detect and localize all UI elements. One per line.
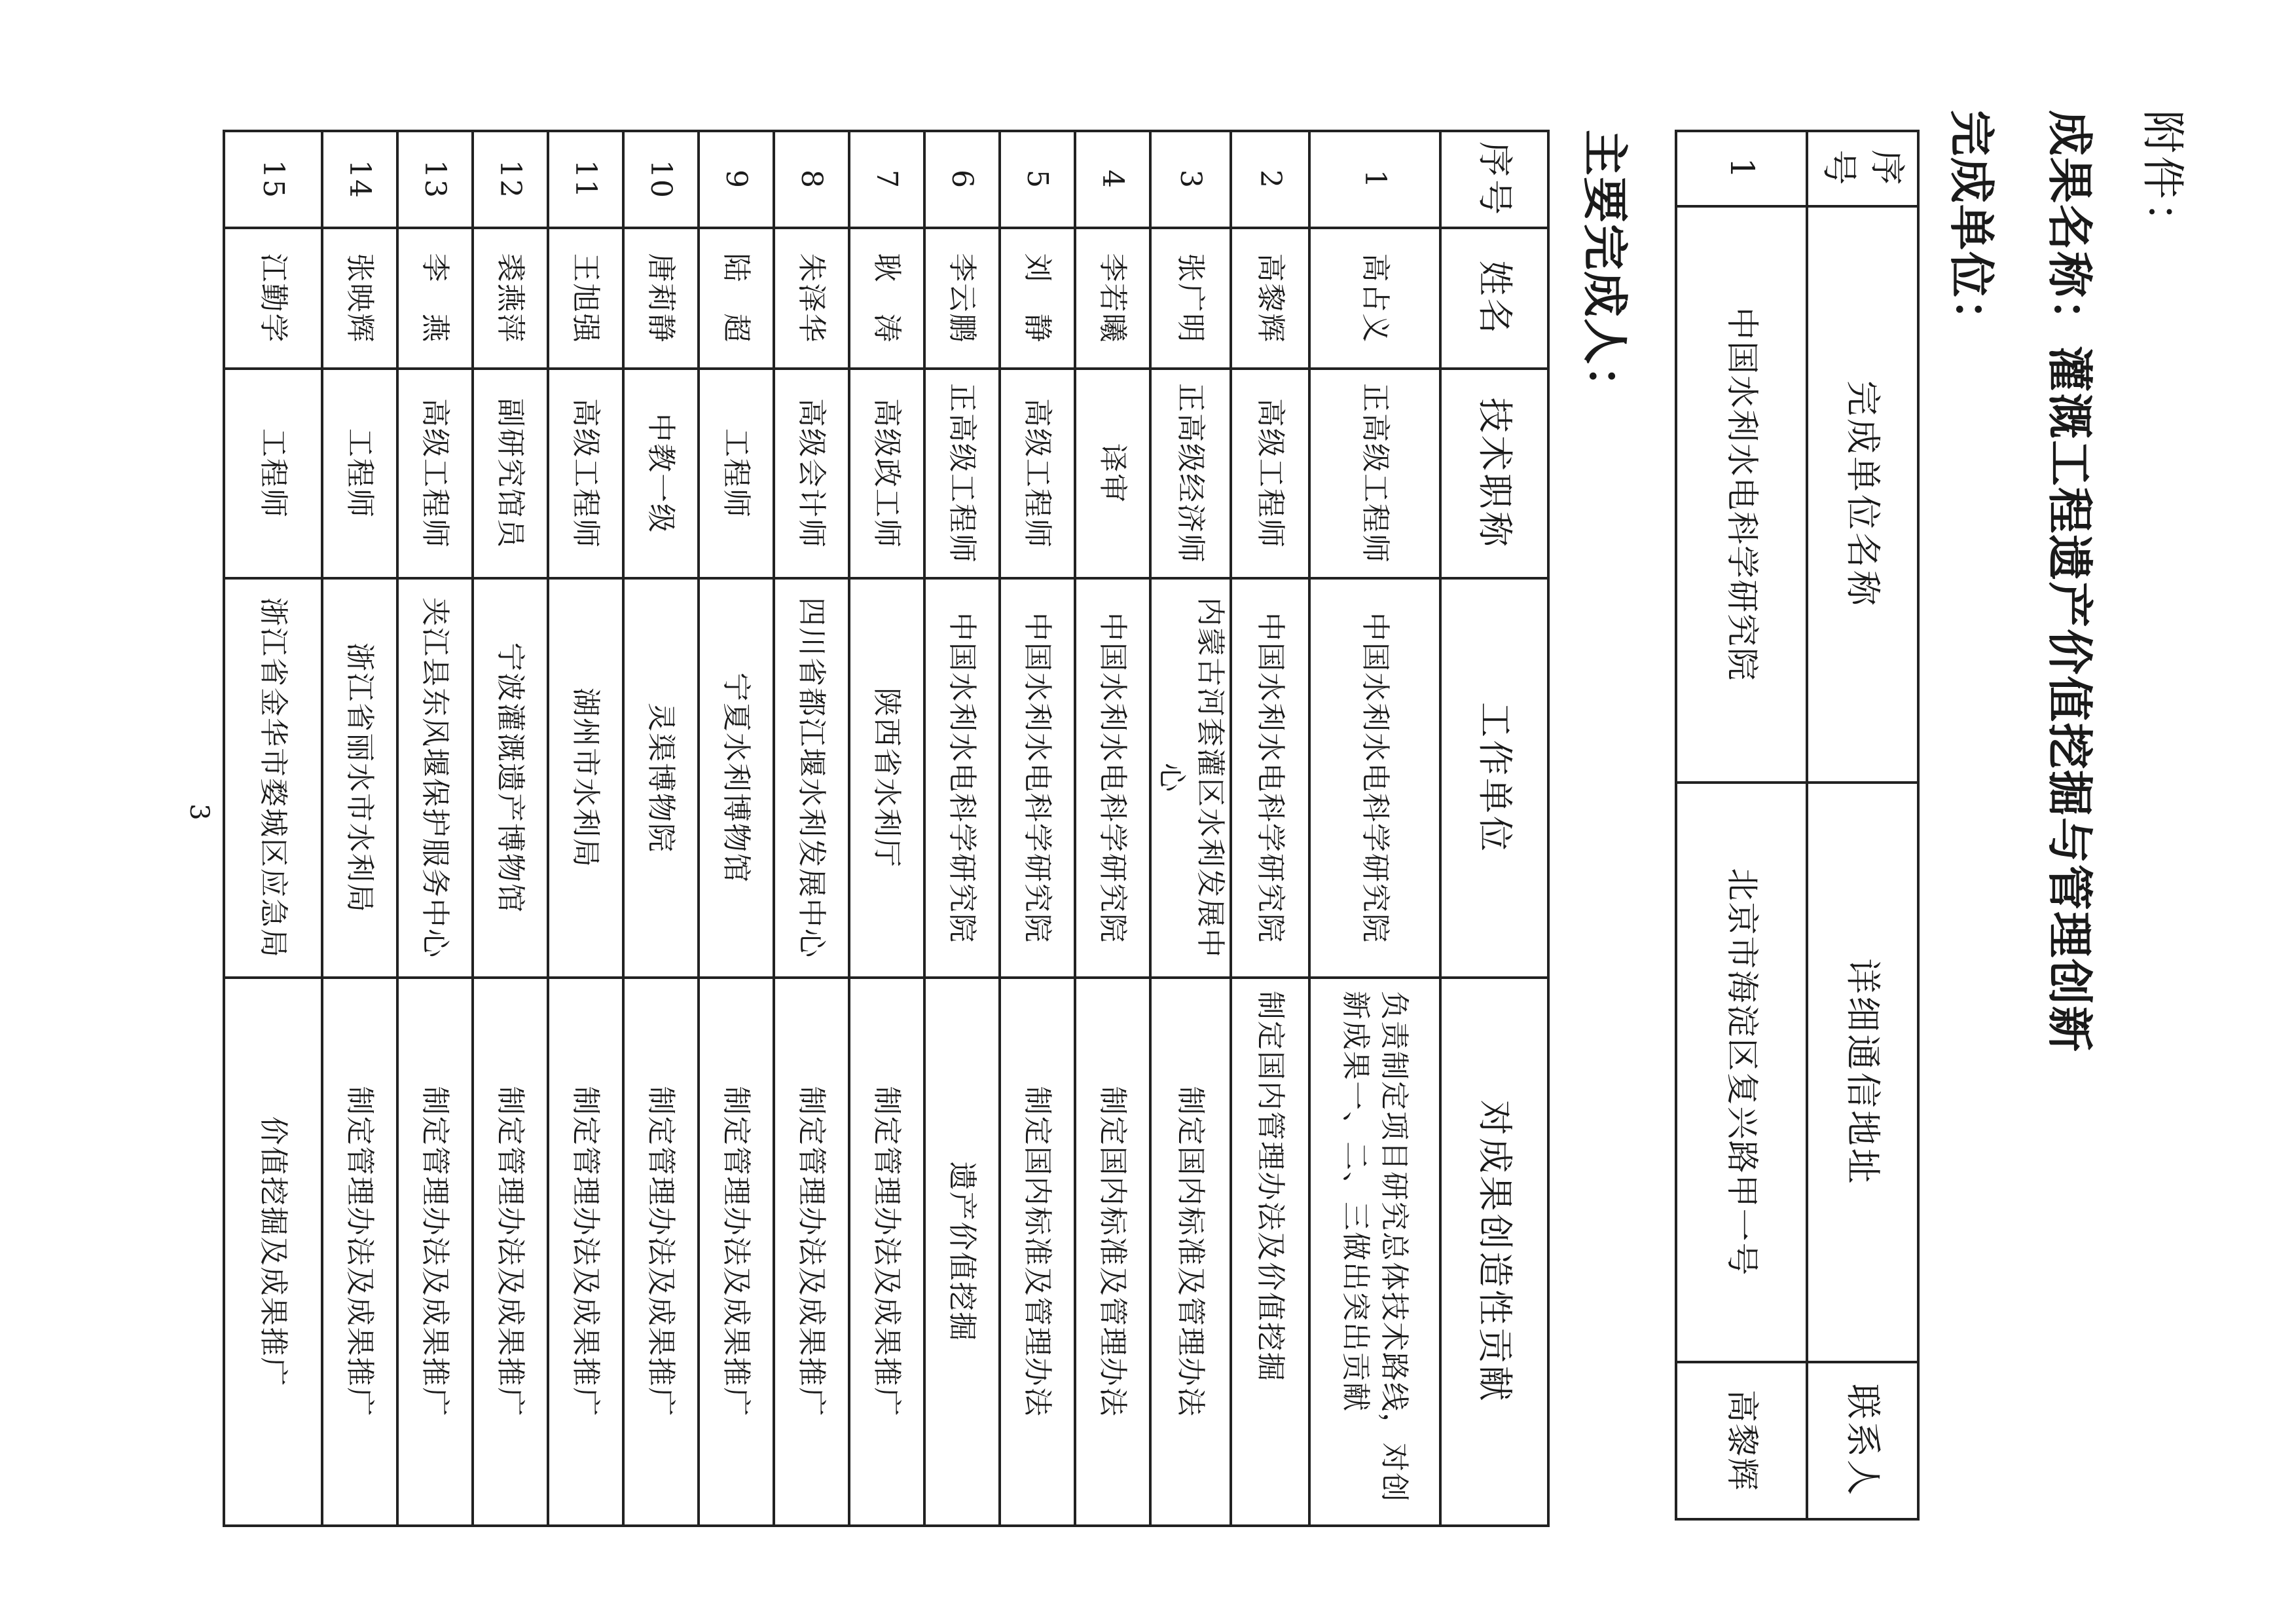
person-name: 朱泽华 bbox=[774, 228, 849, 369]
person-no: 13 bbox=[397, 131, 473, 228]
person-name: 李云鹏 bbox=[924, 228, 1000, 369]
unit-contact: 高黎辉 bbox=[1676, 1362, 1807, 1519]
person-no: 11 bbox=[548, 131, 623, 228]
person-title: 工程师 bbox=[699, 369, 774, 578]
attachment-label: 附件： bbox=[2138, 110, 2188, 248]
people-header-title: 技术职称 bbox=[1440, 369, 1548, 578]
table-row bbox=[548, 131, 623, 1526]
person-org: 中国水利水电科学研究院 bbox=[1309, 578, 1440, 978]
person-title: 工程师 bbox=[224, 369, 322, 578]
people-header-contribution: 对成果创造性贡献 bbox=[1440, 978, 1548, 1526]
people-header-name: 姓名 bbox=[1440, 228, 1548, 369]
person-no: 6 bbox=[924, 131, 1000, 228]
table-row bbox=[849, 131, 924, 1526]
table-row bbox=[473, 131, 548, 1526]
person-contribution: 制定管理办法及成果推广 bbox=[397, 978, 473, 1526]
achievement-label: 成果名称： bbox=[2043, 110, 2097, 346]
person-contribution: 制定国内标准及管理办法 bbox=[1150, 978, 1231, 1526]
person-contribution: 制定国内标准及管理办法 bbox=[1075, 978, 1150, 1526]
person-org: 陕西省水利厅 bbox=[849, 578, 924, 978]
units-header-name: 完成单位名称 bbox=[1807, 206, 1918, 783]
people-header-no: 序号 bbox=[1440, 131, 1548, 228]
person-contribution: 负责制定项目研究总体技术路线，对创新成果一、二、三做出突出贡献 bbox=[1309, 978, 1440, 1526]
table-row bbox=[1676, 131, 1807, 1519]
person-name: 高黎辉 bbox=[1231, 228, 1309, 369]
unit-address: 北京市海淀区复兴路甲一号 bbox=[1676, 783, 1807, 1362]
person-no: 9 bbox=[699, 131, 774, 228]
person-name: 李 燕 bbox=[397, 228, 473, 369]
table-row bbox=[774, 131, 849, 1526]
table-row bbox=[397, 131, 473, 1526]
person-no: 3 bbox=[1150, 131, 1231, 228]
table-row bbox=[224, 131, 322, 1526]
person-name: 裘燕萍 bbox=[473, 228, 548, 369]
people-table-header bbox=[1440, 131, 1548, 1526]
person-title: 高级会计师 bbox=[774, 369, 849, 578]
person-contribution: 价值挖掘及成果推广 bbox=[224, 978, 322, 1526]
person-name: 高占义 bbox=[1309, 228, 1440, 369]
person-title: 正高级工程师 bbox=[1309, 369, 1440, 578]
person-org: 浙江省丽水市水利局 bbox=[322, 578, 397, 978]
person-title: 高级工程师 bbox=[548, 369, 623, 578]
person-name: 李若曦 bbox=[1075, 228, 1150, 369]
person-title: 高级工程师 bbox=[1231, 369, 1309, 578]
person-org: 中国水利水电科学研究院 bbox=[924, 578, 1000, 978]
person-contribution: 遗产价值挖掘 bbox=[924, 978, 1000, 1526]
table-row bbox=[699, 131, 774, 1526]
person-contribution: 制定管理办法及成果推广 bbox=[548, 978, 623, 1526]
person-no: 1 bbox=[1309, 131, 1440, 228]
person-title: 高级工程师 bbox=[397, 369, 473, 578]
person-name: 陆 超 bbox=[699, 228, 774, 369]
person-name: 王旭强 bbox=[548, 228, 623, 369]
person-org: 湖州市水利局 bbox=[548, 578, 623, 978]
table-row bbox=[1231, 131, 1309, 1526]
units-table bbox=[1675, 130, 1920, 1521]
person-org: 宁夏水利博物馆 bbox=[699, 578, 774, 978]
achievement-name: 灌溉工程遗产价值挖掘与管理创新 bbox=[2043, 346, 2097, 1053]
person-title: 中教一级 bbox=[623, 369, 699, 578]
page-number: 3 bbox=[184, 803, 214, 821]
person-org: 中国水利水电科学研究院 bbox=[1231, 578, 1309, 978]
person-no: 10 bbox=[623, 131, 699, 228]
person-org: 四川省都江堰水利发展中心 bbox=[774, 578, 849, 978]
table-row bbox=[1150, 131, 1231, 1526]
unit-no: 1 bbox=[1676, 131, 1807, 206]
person-org: 中国水利水电科学研究院 bbox=[1000, 578, 1075, 978]
person-no: 12 bbox=[473, 131, 548, 228]
person-org: 灵渠博物院 bbox=[623, 578, 699, 978]
person-org: 宁波灌溉遗产博物馆 bbox=[473, 578, 548, 978]
person-contribution: 制定管理办法及成果推广 bbox=[473, 978, 548, 1526]
person-no: 2 bbox=[1231, 131, 1309, 228]
person-name: 江勤学 bbox=[224, 228, 322, 369]
units-section-title: 完成单位： bbox=[1944, 110, 1999, 346]
person-no: 7 bbox=[849, 131, 924, 228]
person-name: 耿 涛 bbox=[849, 228, 924, 369]
person-no: 14 bbox=[322, 131, 397, 228]
units-header-address: 详细通信地址 bbox=[1807, 783, 1918, 1362]
person-name: 张映辉 bbox=[322, 228, 397, 369]
units-header-contact: 联系人 bbox=[1807, 1362, 1918, 1519]
person-name: 张广明 bbox=[1150, 228, 1231, 369]
person-org: 中国水利水电科学研究院 bbox=[1075, 578, 1150, 978]
person-no: 4 bbox=[1075, 131, 1150, 228]
units-table-header bbox=[1807, 131, 1918, 1519]
person-title: 译审 bbox=[1075, 369, 1150, 578]
achievement-title bbox=[2040, 110, 2106, 1053]
person-title: 正高级经济师 bbox=[1150, 369, 1231, 578]
person-org: 浙江省金华市婺城区应急局 bbox=[224, 578, 322, 978]
table-row bbox=[1075, 131, 1150, 1526]
person-title: 工程师 bbox=[322, 369, 397, 578]
person-title: 正高级工程师 bbox=[924, 369, 1000, 578]
person-org: 夹江县东风堰保护服务中心 bbox=[397, 578, 473, 978]
person-title: 高级政工师 bbox=[849, 369, 924, 578]
table-row bbox=[322, 131, 397, 1526]
person-no: 15 bbox=[224, 131, 322, 228]
table-row bbox=[1000, 131, 1075, 1526]
person-no: 8 bbox=[774, 131, 849, 228]
people-section-title: 主要完成人： bbox=[1578, 130, 1632, 413]
person-contribution: 制定管理办法及成果推广 bbox=[774, 978, 849, 1526]
table-row bbox=[924, 131, 1000, 1526]
person-title: 副研究馆员 bbox=[473, 369, 548, 578]
unit-name: 中国水利水电科学研究院 bbox=[1676, 206, 1807, 783]
table-row bbox=[623, 131, 699, 1526]
person-contribution: 制定管理办法及成果推广 bbox=[849, 978, 924, 1526]
person-contribution: 制定管理办法及成果推广 bbox=[322, 978, 397, 1526]
person-contribution: 制定管理办法及成果推广 bbox=[623, 978, 699, 1526]
person-org: 内蒙古河套灌区水利发展中心 bbox=[1150, 578, 1231, 978]
units-header-no: 序号 bbox=[1807, 131, 1918, 206]
people-header-org: 工作单位 bbox=[1440, 578, 1548, 978]
person-no: 5 bbox=[1000, 131, 1075, 228]
person-name: 刘 静 bbox=[1000, 228, 1075, 369]
people-table bbox=[223, 130, 1550, 1527]
person-contribution: 制定管理办法及成果推广 bbox=[699, 978, 774, 1526]
person-name: 唐莉静 bbox=[623, 228, 699, 369]
table-row bbox=[1309, 131, 1440, 1526]
person-contribution: 制定国内标准及管理办法 bbox=[1000, 978, 1075, 1526]
person-title: 高级工程师 bbox=[1000, 369, 1075, 578]
person-contribution: 制定国内管理办法及价值挖掘 bbox=[1231, 978, 1309, 1526]
